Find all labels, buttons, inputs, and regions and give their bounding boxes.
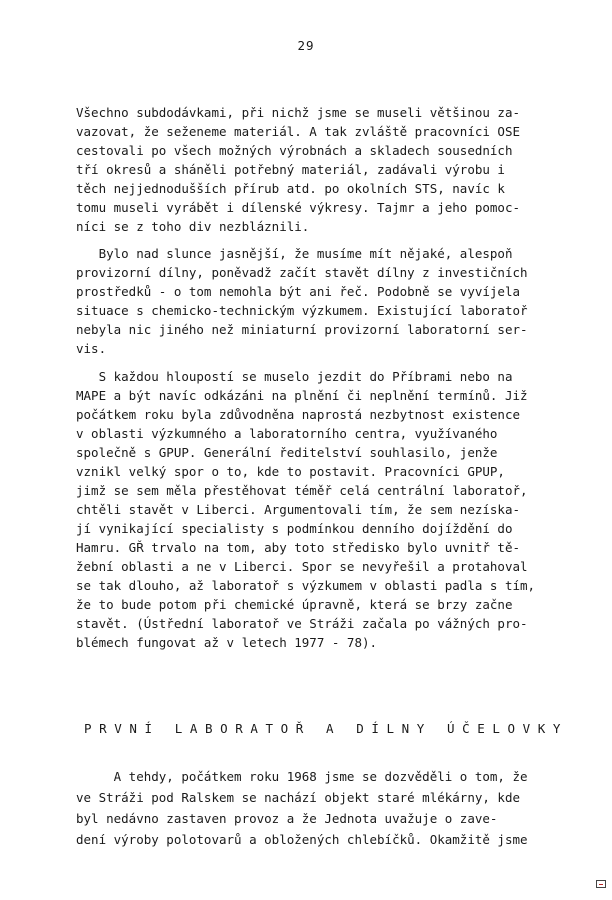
text-line: společně s GPUP. Generální ředitelství souhlasilo, jenže [76, 445, 498, 460]
text-line: počátkem roku byla zdůvodněna naprostá nezbytnost existence [76, 407, 521, 422]
text-line: situace s chemicko-technickým výzkumem. Existující laboratoř [76, 303, 528, 318]
text-line: dení výroby polotovarů a obložených chlebíčků. Okamžitě jsme [76, 832, 528, 847]
text-line: níci se z toho div nezbláznili. [76, 219, 310, 234]
text-line: stavět. (Ústřední laboratoř ve Stráži začala po vážných pro- [76, 616, 528, 631]
text-line: MAPE a být navíc odkázáni na plnění či neplnění termínů. Již [76, 388, 528, 403]
text-line: A tehdy, počátkem roku 1968 jsme se dozvěděli o tom, že [76, 769, 528, 784]
text-line: vazovat, že seženeme materiál. A tak zvláště pracovníci OSE [76, 124, 521, 139]
text-line: Hamru. GŘ trvalo na tom, aby toto středisko bylo uvnitř tě- [76, 540, 521, 555]
text-line: byl nedávno zastaven provoz a že Jednota uvažuje o zave- [76, 811, 498, 826]
text-line: v oblasti výzkumného a laboratorního centra, využívaného [76, 426, 498, 441]
text-line: vznikl velký spor o to, kde to postavit. Pracovníci GPUP, [76, 464, 505, 479]
text-line: provizorní dílny, poněvadž začít stavět dílny z investičních [76, 265, 528, 280]
text-line: prostředků - o tom nemohla být ani řeč. Podobně se vyvíjela [76, 284, 521, 299]
text-line: vis. [76, 341, 107, 356]
text-line: jimž se sem měla přestěhovat téměř celá centrální laboratoř, [76, 483, 528, 498]
text-line: tomu museli vyrábět i dílenské výkresy. Tajmr a jeho pomoc- [76, 200, 521, 215]
text-line: těch nejjednodušších přírub atd. po okolních STS, navíc k [76, 181, 505, 196]
text-line: že to bude potom při chemické úpravně, která se brzy začne [76, 597, 513, 612]
text-line: S každou hloupostí se muselo jezdit do Příbrami nebo na [76, 369, 513, 384]
scan-marker-icon [596, 880, 606, 888]
text-line: ve Stráži pod Ralskem se nachází objekt staré mlékárny, kde [76, 790, 521, 805]
text-line: se tak dlouho, až laboratoř s výzkumem v oblasti padla s tím, [76, 578, 536, 593]
text-line: tří okresů a sháněli potřebný materiál, zadávali výrobu i [76, 162, 505, 177]
text-line: chtěli stavět v Liberci. Argumentovali tím, že sem nezíska- [76, 502, 521, 517]
text-line: Bylo nad slunce jasnější, že musíme mít nějaké, alespoň [76, 246, 513, 261]
page-number: 29 [297, 38, 315, 53]
text-line: cestovali po všech možných výrobnách a skladech sousedních [76, 143, 513, 158]
section-heading: PRVNÍ LABORATOŘ A DÍLNY ÚČELOVKY [84, 721, 569, 736]
text-line: blémech fungovat až v letech 1977 - 78). [76, 635, 378, 650]
text-line: Všechno subdodávkami, při nichž jsme se museli většinou za- [76, 105, 521, 120]
text-line: nebyla nic jiného než miniaturní provizorní laboratorní ser- [76, 322, 528, 337]
text-line: jí vynikající specialisty s podmínkou denního dojíždění do [76, 521, 513, 536]
text-line: žební oblasti a ne v Liberci. Spor se nevyřešil a protahoval [76, 559, 528, 574]
